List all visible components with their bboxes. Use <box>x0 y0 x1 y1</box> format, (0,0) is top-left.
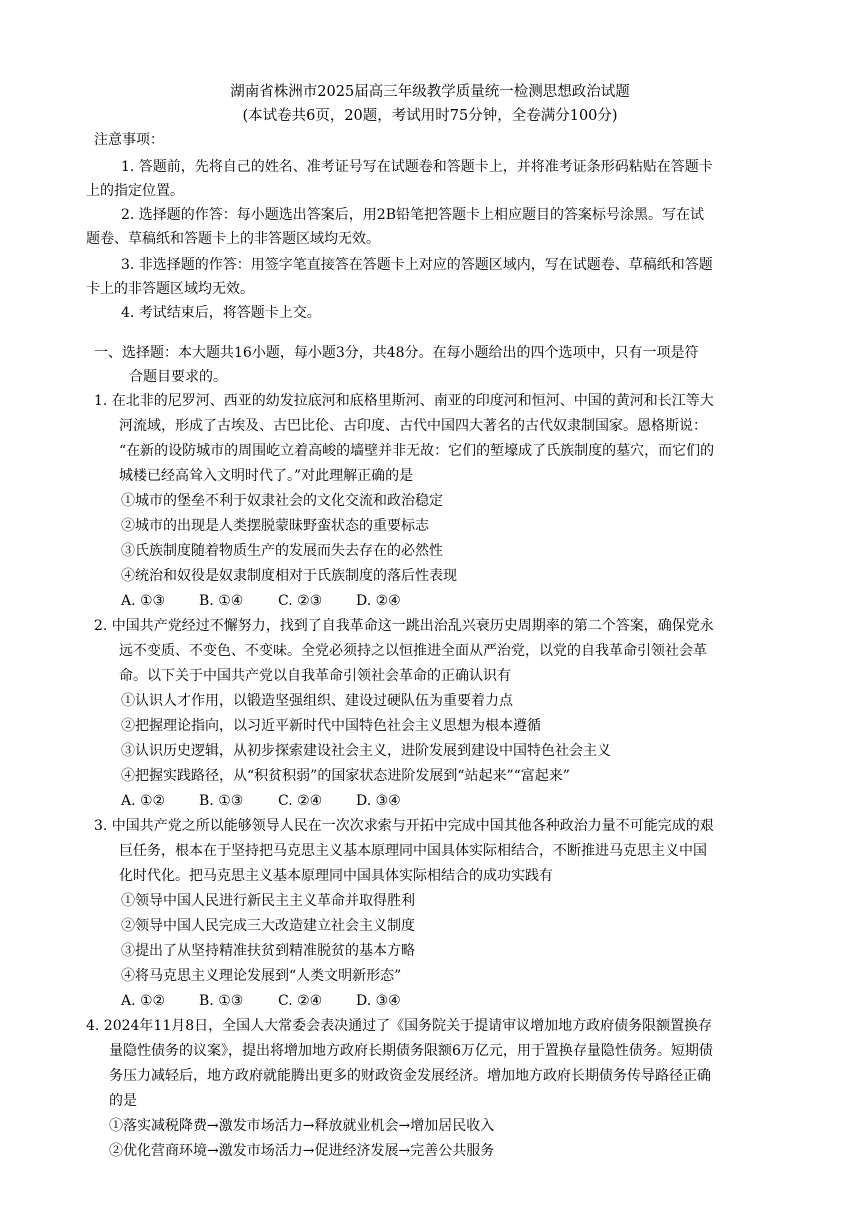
notice-item-3-line-2: 卡上的非答题区域均无效。 <box>86 281 254 297</box>
q3-choices <box>121 991 401 1011</box>
q1-option-1: ①城市的堡垒不利于奴隶社会的文化交流和政治稳定 <box>121 493 443 509</box>
q2-choice-a: A. ①② <box>121 793 166 809</box>
notice-item-4: 4. 考试结束后，将答题卡上交。 <box>121 305 321 321</box>
q3-choice-c: C. ②④ <box>278 993 323 1009</box>
notice-item-3-line-1: 3. 非选择题的作答：用签字笔直接答在答题卡上对应的答题区域内，写在试题卷、草稿纸和答题 <box>121 257 713 273</box>
q2-stem-line-1: 2. 中国共产党经过不懈努力，找到了自我革命这一跳出治乱兴衰历史周期率的第二个答案，确保党永 <box>94 618 714 634</box>
q1-stem-line-1: 1. 在北非的尼罗河、西亚的幼发拉底河和底格里斯河、南亚的印度河和恒河、中国的黄河和长江等大 <box>94 393 714 409</box>
q3-choice-d: D. ③④ <box>356 993 401 1009</box>
q1-stem-line-2: 河流域，形成了古埃及、古巴比伦、古印度、古代中国四大著名的古代奴隶制国家。恩格斯说： <box>119 418 707 434</box>
q1-stem-line-4: 城楼已经高耸入文明时代了。”对此理解正确的是 <box>119 468 414 484</box>
notice-heading: 注意事项： <box>94 132 164 148</box>
notice-item-1-line-2: 上的指定位置。 <box>86 183 184 199</box>
q1-choice-d: D. ②④ <box>356 593 401 609</box>
q1-choice-b: B. ①④ <box>199 593 244 609</box>
notice-item-2-line-1: 2. 选择题的作答：每小题选出答案后，用2B铅笔把答题卡上相应题目的答案标号涂黑。写在试 <box>121 207 705 223</box>
q2-choices <box>121 791 401 811</box>
q3-choice-b: B. ①③ <box>199 993 244 1009</box>
q3-stem-line-1: 3. 中国共产党之所以能够领导人民在一次次求索与开拓中完成中国其他各种政治力量不可能完成的艰 <box>94 818 714 834</box>
q4-stem-line-1: 4. 2024年11月8日，全国人大常委会表决通过了《国务院关于提请审议增加地方政府债务限额置换存 <box>86 1018 713 1034</box>
q2-option-3: ③认识历史逻辑，从初步探索建设社会主义，进阶发展到建设中国特色社会主义 <box>121 743 611 759</box>
q3-stem-line-3: 化时代化。把马克思主义基本原理同中国具体实际相结合的成功实践有 <box>119 868 553 884</box>
q2-option-2: ②把握理论指向，以习近平新时代中国特色社会主义思想为根本遵循 <box>121 718 541 734</box>
q1-option-4: ④统治和奴役是奴隶制度相对于氏族制度的落后性表现 <box>121 568 457 584</box>
q3-option-2: ②领导中国人民完成三大改造建立社会主义制度 <box>121 918 415 934</box>
q1-option-3: ③氏族制度随着物质生产的发展而失去存在的必然性 <box>121 543 443 559</box>
q4-stem-line-2: 量隐性债务的议案》，提出将增加地方政府长期债务限额6万亿元，用于置换存量隐性债务。短期债 <box>109 1043 713 1059</box>
q1-choice-a: A. ①③ <box>121 593 166 609</box>
q2-option-1: ①认识人才作用，以锻造坚强组织、建设过硬队伍为重要着力点 <box>121 693 513 709</box>
q2-choice-b: B. ①③ <box>199 793 244 809</box>
q4-option-2: ②优化营商环境→激发市场活力→促进经济发展→完善公共服务 <box>109 1143 495 1159</box>
q1-choices <box>121 591 401 611</box>
q1-option-2: ②城市的出现是人类摆脱蒙昧野蛮状态的重要标志 <box>121 518 429 534</box>
notice-item-1-line-1: 1. 答题前，先将自己的姓名、准考证号写在试题卷和答题卡上，并将准考证条形码粘贴在答题卡 <box>121 159 713 175</box>
q2-choice-c: C. ②④ <box>278 793 323 809</box>
q3-option-3: ③提出了从坚持精准扶贫到精准脱贫的基本方略 <box>121 943 415 959</box>
q4-stem-line-3: 务压力减轻后，地方政府就能腾出更多的财政资金发展经济。增加地方政府长期债务传导路径正确 <box>109 1068 711 1084</box>
q2-stem-line-2: 远不变质、不变色、不变味。全党必须持之以恒推进全面从严治党，以党的自我革命引领社会革 <box>119 643 707 659</box>
q3-option-4: ④将马克思主义理论发展到“人类文明新形态” <box>121 968 402 984</box>
section-heading-line-1: 一、选择题：本大题共16小题，每小题3分，共48分。在每小题给出的四个选项中，只有一项是符 <box>94 345 699 361</box>
q1-stem-line-3: “在新的设防城市的周围屹立着高峻的墙壁并非无故：它们的堑壕成了氏族制度的墓穴，而它们的 <box>119 443 715 459</box>
exam-subtitle: (本试卷共6页，20题，考试用时75分钟，全卷满分100分) <box>242 108 618 124</box>
exam-title: 湖南省株洲市2025届高三年级教学质量统一检测思想政治试题 <box>230 84 630 100</box>
q3-option-1: ①领导中国人民进行新民主主义革命并取得胜利 <box>121 893 415 909</box>
q4-option-1: ①落实减税降费→激发市场活力→释放就业机会→增加居民收入 <box>109 1118 495 1134</box>
q3-choice-a: A. ①② <box>121 993 166 1009</box>
q3-stem-line-2: 巨任务，根本在于坚持把马克思主义基本原理同中国具体实际相结合，不断推进马克思主义中国 <box>119 843 707 859</box>
q1-choice-c: C. ②③ <box>278 593 323 609</box>
q2-choice-d: D. ③④ <box>356 793 401 809</box>
q4-stem-line-4: 的是 <box>109 1093 137 1109</box>
notice-item-2-line-2: 题卷、草稿纸和答题卡上的非答题区域均无效。 <box>86 231 380 247</box>
q2-option-4: ④把握实践路径，从“积贫积弱”的国家状态进阶发展到“站起来”“富起来” <box>121 768 570 784</box>
q2-stem-line-3: 命。以下关于中国共产党以自我革命引领社会革命的正确认识有 <box>119 668 511 684</box>
section-heading-line-2: 合题目要求的。 <box>129 369 227 385</box>
